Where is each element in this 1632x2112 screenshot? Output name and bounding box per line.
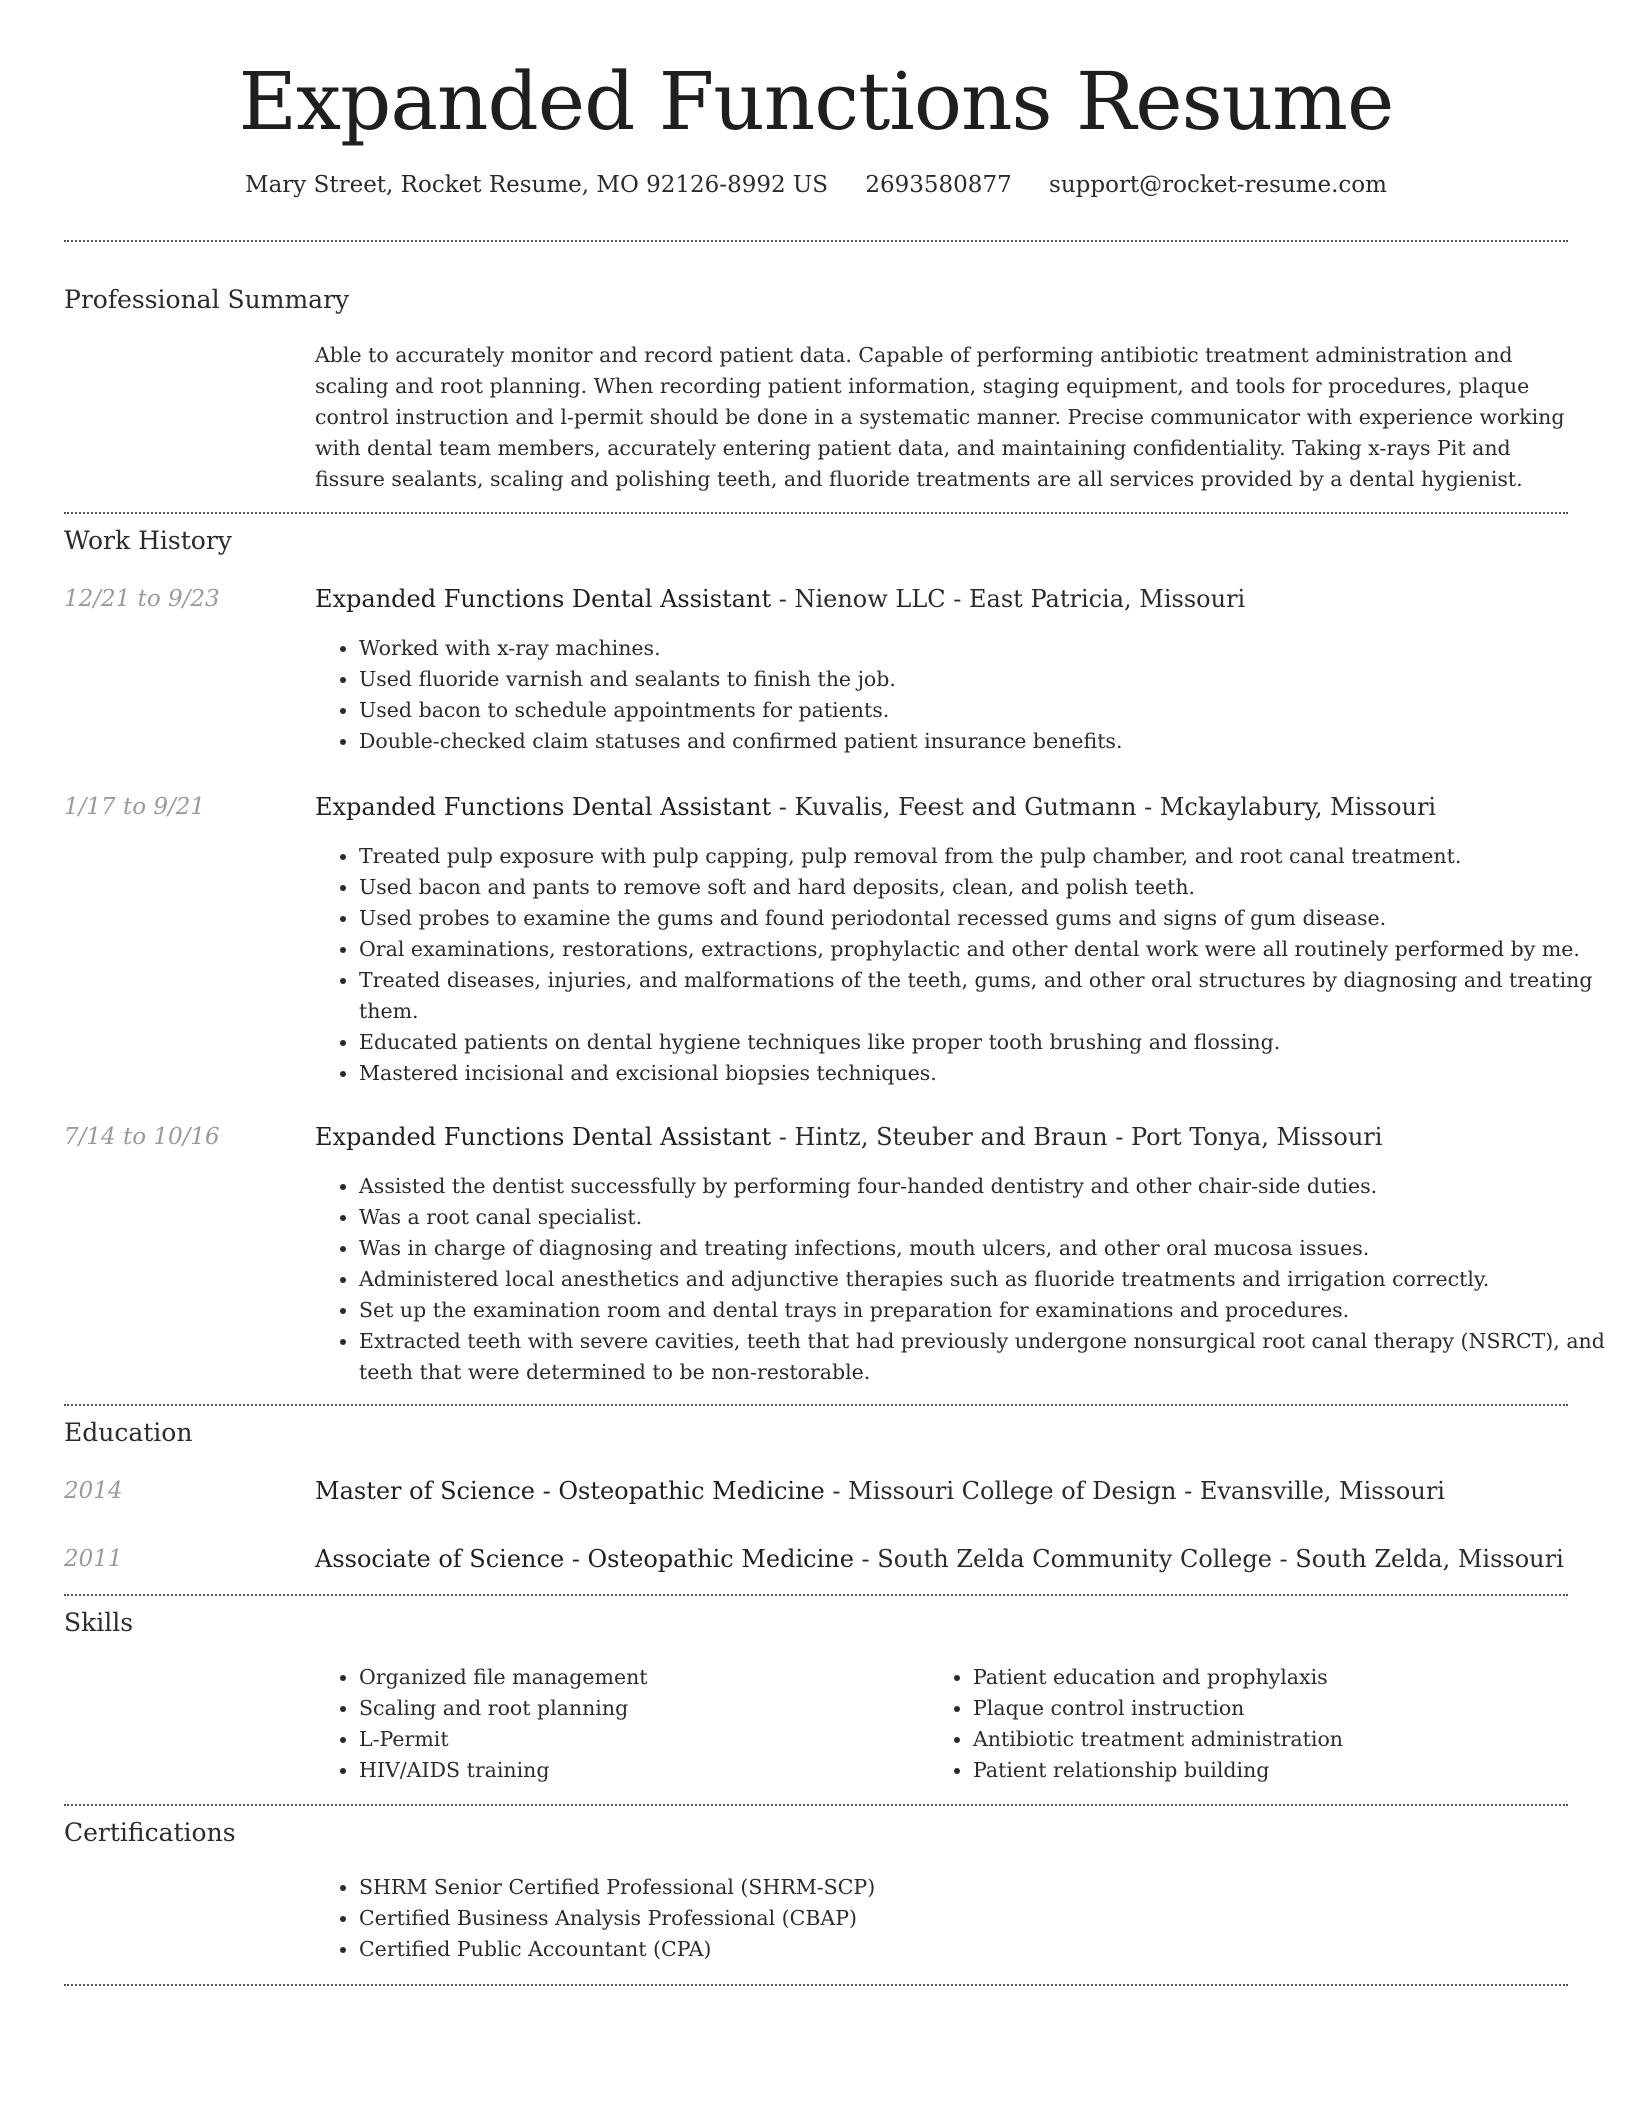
job-bullets — [315, 633, 1609, 757]
list-item: • Was in charge of diagnosing and treating infections, mouth ulcers, and other oral mucosa issues. — [359, 1233, 1609, 1264]
summary-text: Able to accurately monitor and record patient data. Capable of performing antibiotic treatment administration and scaling and root planning. When recording patient information, staging equipment, and tools for procedures, plaque control instruction and l-permit should be done in a systematic manner. Precise communicator with experience working with dental team members, accurately entering patient data, and maintaining confidentiality. Taking x-rays Pit and fissure sealants, scaling and polishing teeth, and fluoride treatments are all services provided by a dental hygienist. — [315, 343, 1565, 491]
job-role: Expanded Functions Dental Assistant — [315, 1123, 772, 1151]
contact-address: Mary Street, Rocket Resume, MO 92126-8992 US — [245, 172, 829, 198]
job-employer: - Hintz, Steuber and Braun - Port Tonya, Missouri — [771, 1123, 1383, 1151]
list-item: • Patient education and prophylaxis — [973, 1662, 1533, 1693]
skills-list-left — [315, 1662, 919, 1786]
list-item: • Set up the examination room and dental trays in preparation for examinations and procedures. — [359, 1295, 1609, 1326]
job-role: Expanded Functions Dental Assistant — [315, 585, 772, 613]
list-item: • Oral examinations, restorations, extractions, prophylactic and other dental work were all routinely performed by me. — [359, 934, 1609, 965]
job-role: Expanded Functions Dental Assistant — [315, 793, 772, 821]
contact-email: support@rocket-resume.com — [1049, 172, 1387, 198]
list-item: • Used bacon to schedule appointments for patients. — [359, 695, 1609, 726]
job-dates: 7/14 to 10/16 — [64, 1124, 220, 1150]
section-title-skills: Skills — [64, 1608, 134, 1637]
list-item: • Organized file management — [359, 1662, 919, 1693]
list-item: • Used probes to examine the gums and found periodontal recessed gums and signs of gum disease. — [359, 903, 1609, 934]
list-item: • Used bacon and pants to remove soft and hard deposits, clean, and polish teeth. — [359, 872, 1609, 903]
list-item: • Was a root canal specialist. — [359, 1202, 1609, 1233]
list-item: • Educated patients on dental hygiene techniques like proper tooth brushing and flossing. — [359, 1027, 1609, 1058]
list-item: • Assisted the dentist successfully by performing four-handed dentistry and other chair-side duties. — [359, 1171, 1609, 1202]
job-bullets — [315, 841, 1609, 1089]
divider — [64, 512, 1568, 514]
list-item: • Patient relationship building — [973, 1755, 1533, 1786]
list-item: • Used fluoride varnish and sealants to finish the job. — [359, 664, 1609, 695]
divider — [64, 1594, 1568, 1596]
education-entry — [315, 1474, 1570, 1508]
divider — [64, 240, 1568, 242]
section-title-summary: Professional Summary — [64, 285, 350, 314]
job-dates: 12/21 to 9/23 — [64, 586, 220, 612]
list-item: • Mastered incisional and excisional biopsies techniques. — [359, 1058, 1609, 1089]
job-bullets — [315, 1171, 1609, 1388]
section-title-education: Education — [64, 1418, 193, 1447]
job-title — [315, 1120, 1570, 1154]
list-item: • Scaling and root planning — [359, 1693, 919, 1724]
job-employer: - Kuvalis, Feest and Gutmann - Mckaylabury, Missouri — [771, 793, 1437, 821]
certifications-list — [315, 1872, 1609, 1965]
list-item: • Antibiotic treatment administration — [973, 1724, 1533, 1755]
job-title — [315, 582, 1570, 616]
list-item: • L-Permit — [359, 1724, 919, 1755]
education-year: 2014 — [64, 1478, 123, 1504]
list-item: • Worked with x-ray machines. — [359, 633, 1609, 664]
education-year: 2011 — [64, 1546, 123, 1572]
education-entry — [315, 1542, 1570, 1576]
contact-line — [0, 168, 1632, 202]
education-degree: Master of Science - Osteopathic Medicine — [315, 1477, 825, 1505]
list-item: • SHRM Senior Certified Professional (SHRM-SCP) — [359, 1872, 1609, 1903]
list-item: • Double-checked claim statuses and confirmed patient insurance benefits. — [359, 726, 1609, 757]
education-school: - South Zelda Community College - South Zelda, Missouri — [853, 1545, 1564, 1573]
list-item: • Certified Public Accountant (CPA) — [359, 1934, 1609, 1965]
list-item: • Extracted teeth with severe cavities, teeth that had previously undergone nonsurgical root canal therapy (NSRCT), and teeth that were determined to be non-restorable. — [359, 1326, 1609, 1388]
divider — [64, 1984, 1568, 1986]
divider — [64, 1804, 1568, 1806]
job-title — [315, 790, 1570, 824]
list-item: • Plaque control instruction — [973, 1693, 1533, 1724]
list-item: • Treated diseases, injuries, and malformations of the teeth, gums, and other oral structures by diagnosing and treating them. — [359, 965, 1609, 1027]
list-item: • Administered local anesthetics and adjunctive therapies such as fluoride treatments and irrigation correctly. — [359, 1264, 1609, 1295]
job-employer: - Nienow LLC - East Patricia, Missouri — [771, 585, 1246, 613]
section-title-certifications: Certifications — [64, 1818, 236, 1847]
list-item: • Certified Business Analysis Professional (CBAP) — [359, 1903, 1609, 1934]
contact-phone: 2693580877 — [865, 172, 1012, 198]
resume-title: Expanded Functions Resume — [238, 55, 1394, 148]
list-item: • HIV/AIDS training — [359, 1755, 919, 1786]
job-dates: 1/17 to 9/21 — [64, 794, 206, 820]
skills-list-right — [929, 1662, 1533, 1786]
education-school: - Missouri College of Design - Evansville, Missouri — [824, 1477, 1445, 1505]
education-degree: Associate of Science - Osteopathic Medicine — [315, 1545, 854, 1573]
section-title-work: Work History — [64, 526, 232, 555]
divider — [64, 1404, 1568, 1406]
list-item: • Treated pulp exposure with pulp capping, pulp removal from the pulp chamber, and root canal treatment. — [359, 841, 1609, 872]
